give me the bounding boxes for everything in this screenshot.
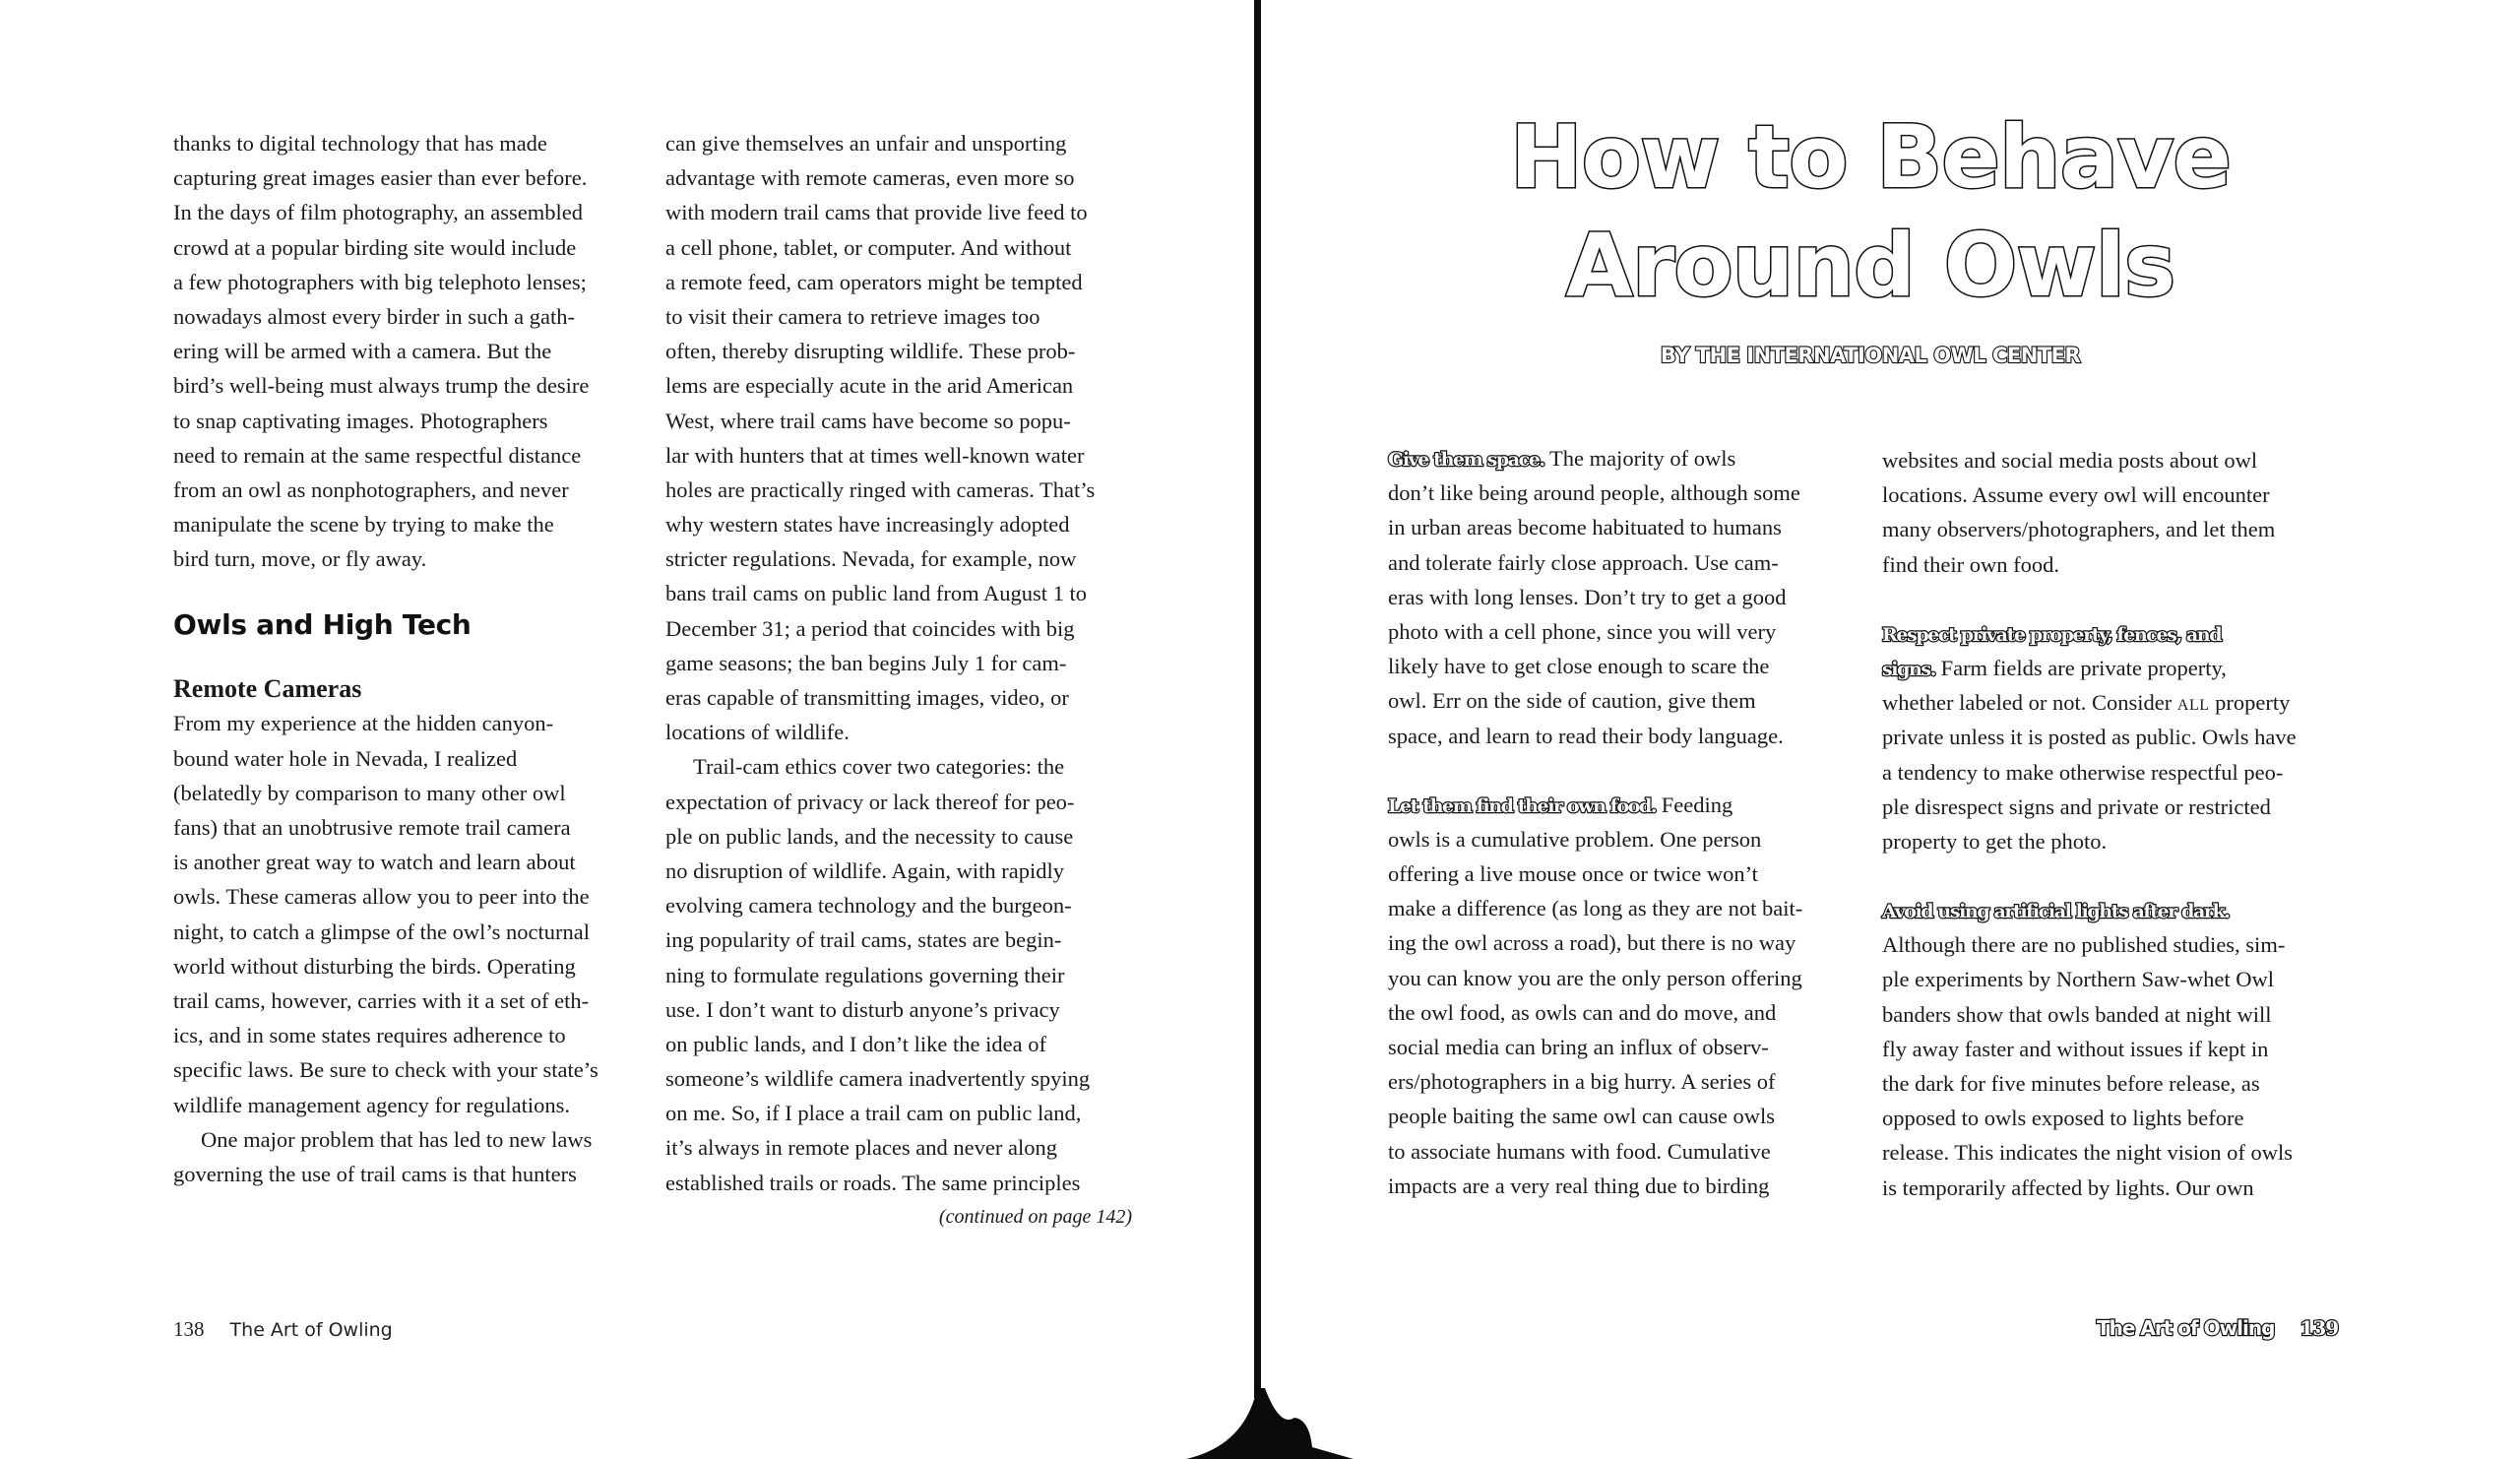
page-number: 139 xyxy=(2300,1316,2339,1340)
text-line: lar with hunters that at times well-known water xyxy=(665,442,1085,468)
text-line: owls is a cumulative problem. One person xyxy=(1388,826,1762,852)
text-line: expectation of privacy or lack thereof for peo- xyxy=(665,789,1075,814)
text-line: banders show that owls banded at night will xyxy=(1882,1001,2272,1027)
tip-respect-property xyxy=(1882,616,2364,858)
text-line: find their own food. xyxy=(1882,551,2059,577)
text-line: impacts are a very real thing due to birding xyxy=(1388,1173,1770,1198)
book-gutter-shadow xyxy=(1254,0,1261,1398)
text-line: ing popularity of trail cams, states are begin- xyxy=(665,927,1062,953)
text-line: nowadays almost every birder in such a gath- xyxy=(173,303,575,329)
text-line: crowd at a popular birding site would include xyxy=(173,234,577,260)
text-line: One major problem that has led to new laws xyxy=(201,1126,593,1152)
text-line: opposed to owls exposed to lights before xyxy=(1882,1106,2244,1131)
text-line: social media can bring an influx of observ- xyxy=(1388,1035,1769,1059)
text-line: specific laws. Be sure to check with your state’s xyxy=(173,1057,598,1083)
section-heading: Owls and High Tech xyxy=(173,608,472,642)
continued-note: (continued on page 142) xyxy=(938,1205,1132,1228)
paragraph xyxy=(173,706,656,1121)
paragraph xyxy=(665,749,1148,1199)
running-title: The Art of Owling xyxy=(2097,1316,2275,1340)
text-line: manipulate the scene by trying to make the xyxy=(173,512,554,538)
byline: BY THE INTERNATIONAL OWL CENTER xyxy=(1660,344,2081,367)
text-line: game seasons; the ban begins July 1 for cam- xyxy=(665,650,1067,675)
text-line: don’t like being around people, although some xyxy=(1388,480,1800,506)
text-line: bound water hole in Nevada, I realized xyxy=(173,745,518,771)
text-line: Although there are no published studies, sim- xyxy=(1882,932,2286,958)
text-line: ing the owl across a road), but there is no way xyxy=(1388,930,1796,956)
tip-let-them-find-food xyxy=(1388,788,1870,1203)
tip-text: Farm fields are private property, xyxy=(1934,655,2227,680)
tip-lead: Let them find their own food. xyxy=(1388,794,1657,817)
text-line: a remote feed, cam operators might be tempted xyxy=(665,269,1083,294)
text-line: can give themselves an unfair and unsporting xyxy=(665,131,1067,156)
text-line: fans) that an unobtrusive remote trail camera xyxy=(173,815,571,840)
text-line: photo with a cell phone, since you will very xyxy=(1388,618,1777,644)
tip-text: The majority of owls xyxy=(1544,446,1736,471)
text-line: governing the use of trail cams is that hunters xyxy=(173,1161,577,1186)
text-line: bird’s well-being must always trump the desire xyxy=(173,373,590,399)
right-column-2 xyxy=(1882,443,2364,1205)
text-line: no disruption of wildlife. Again, with rapidly xyxy=(665,857,1064,883)
text-line: evolving camera technology and the burgeon- xyxy=(665,893,1072,919)
tip-continued-text xyxy=(1882,443,2364,582)
text-line: eras capable of transmitting images, video, or xyxy=(665,685,1069,710)
text-line: ics, and in some states requires adherence to xyxy=(173,1023,566,1048)
paragraph xyxy=(665,126,1148,749)
text-line: the owl food, as owls can and do move, and xyxy=(1388,999,1777,1025)
text-line: and tolerate fairly close approach. Use cam- xyxy=(1388,549,1779,575)
text-line: why western states have increasingly adopted xyxy=(665,512,1070,538)
text-line: make a difference (as long as they are not bait- xyxy=(1388,896,1803,921)
text-line: the dark for five minutes before release, as xyxy=(1882,1071,2260,1096)
gutter-base-shadow xyxy=(1186,1388,1354,1459)
text-line: lems are especially acute in the arid American xyxy=(665,373,1074,399)
text-line: often, thereby disrupting wildlife. These prob- xyxy=(665,339,1076,364)
text-line: on me. So, if I place a trail cam on public land, xyxy=(665,1101,1082,1126)
text-line: space, and learn to read their body language. xyxy=(1388,723,1784,748)
text-line: a few photographers with big telephoto lenses; xyxy=(173,269,587,294)
text-line: private unless it is posted as public. Owls have xyxy=(1882,725,2297,750)
text-line: fly away faster and without issues if kept in xyxy=(1882,1036,2269,1061)
text-line: people baiting the same owl can cause owls xyxy=(1388,1104,1776,1129)
text-line: holes are practically ringed with cameras. That’s xyxy=(665,476,1096,502)
text-line: a cell phone, tablet, or computer. And without xyxy=(665,234,1072,260)
text-line: is temporarily affected by lights. Our own xyxy=(1882,1174,2254,1200)
text-line: in urban areas become habituated to humans xyxy=(1388,515,1782,540)
tip-text: property xyxy=(2209,690,2291,716)
text-line: locations of wildlife. xyxy=(665,720,850,745)
text-line: property to get the photo. xyxy=(1882,828,2108,854)
text-line: ple experiments by Northern Saw-whet Owl xyxy=(1882,967,2275,992)
text-line: release. This indicates the night vision of owls xyxy=(1882,1140,2294,1166)
text-line: to associate humans with food. Cumulative xyxy=(1388,1138,1771,1164)
page-footer-left xyxy=(173,1317,393,1342)
tip-text: Feeding xyxy=(1656,792,1733,817)
left-column-1 xyxy=(173,126,656,1191)
running-title: The Art of Owling xyxy=(229,1319,393,1341)
text-line: wildlife management agency for regulations. xyxy=(173,1092,570,1117)
subsection-heading: Remote Cameras xyxy=(173,674,362,704)
text-line: someone’s wildlife camera inadvertently spying xyxy=(665,1066,1091,1092)
text-line: bans trail cams on public land from August 1 to xyxy=(665,581,1088,606)
article-title-line-2: Around Owls xyxy=(1565,215,2175,316)
text-line: locations. Assume every owl will encounter xyxy=(1882,482,2270,508)
text-line: on public lands, and I don’t like the idea of xyxy=(665,1031,1046,1056)
left-column-2 xyxy=(665,126,1148,1235)
text-line: it’s always in remote places and never along xyxy=(665,1135,1057,1161)
text-line: (belatedly by comparison to many other owl xyxy=(173,780,566,805)
text-line: capturing great images easier than ever before. xyxy=(173,165,588,191)
text-line: is another great way to watch and learn about xyxy=(173,850,576,875)
text-line: thanks to digital technology that has made xyxy=(173,131,547,156)
text-line: advantage with remote cameras, even more so xyxy=(665,165,1075,191)
tip-avoid-lights xyxy=(1882,893,2364,1205)
article-title-line-1: How to Behave xyxy=(1509,106,2232,208)
text-line: from an owl as nonphotographers, and never xyxy=(173,476,569,502)
page-number: 138 xyxy=(173,1317,205,1341)
text-line: ering will be armed with a camera. But the xyxy=(173,339,552,364)
text-line: world without disturbing the birds. Operating xyxy=(173,953,576,979)
text-line: ers/photographers in a big hurry. A series of xyxy=(1388,1069,1776,1095)
text-line: owls. These cameras allow you to peer into the xyxy=(173,884,590,910)
text-line: likely have to get close enough to scare the xyxy=(1388,654,1770,679)
tip-give-them-space xyxy=(1388,441,1870,753)
text-line: December 31; a period that coincides with big xyxy=(665,615,1075,641)
text-line: many observers/photographers, and let them xyxy=(1882,517,2276,542)
text-line: to visit their camera to retrieve images too xyxy=(665,303,1040,329)
text-line: owl. Err on the side of caution, give them xyxy=(1388,688,1756,714)
page-footer-right xyxy=(2097,1316,2338,1340)
paragraph xyxy=(173,1122,656,1191)
text-line: a tendency to make otherwise respectful peo- xyxy=(1882,759,2284,785)
text-line: offering a live mouse once or twice won’t xyxy=(1388,861,1758,887)
text-line: trail cams, however, carries with it a set of eth- xyxy=(173,987,590,1013)
right-column-1 xyxy=(1388,441,1870,1203)
text-line: ple disrespect signs and private or restricted xyxy=(1882,793,2271,819)
text-line: stricter regulations. Nevada, for example, now xyxy=(665,546,1077,572)
text-line: night, to catch a glimpse of the owl’s nocturnal xyxy=(173,919,591,944)
text-line: websites and social media posts about owl xyxy=(1882,448,2258,473)
text-line: In the days of film photography, an assembled xyxy=(173,200,583,225)
text-line: Trail-cam ethics cover two categories: the xyxy=(693,754,1065,780)
text-line: established trails or roads. The same principles xyxy=(665,1170,1081,1195)
tip-lead: Respect private property, fences, and xyxy=(1882,623,2222,646)
text-line: ple on public lands, and the necessity to cause xyxy=(665,823,1074,849)
text-line: From my experience at the hidden canyon- xyxy=(173,711,554,736)
tip-text: whether labeled or not. Consider xyxy=(1882,690,2177,716)
tip-text-emphasis: all xyxy=(2176,690,2210,716)
text-line: use. I don’t want to disturb anyone’s privacy xyxy=(665,996,1060,1022)
tip-lead: Give them space. xyxy=(1388,449,1544,471)
text-line: you can know you are the only person offering xyxy=(1388,965,1802,990)
text-line: bird turn, move, or fly away. xyxy=(173,546,427,572)
tip-lead: Avoid using artificial lights after dark. xyxy=(1882,901,2230,923)
paragraph xyxy=(173,126,656,576)
text-line: ning to formulate regulations governing their xyxy=(665,962,1065,987)
text-line: eras with long lenses. Don’t try to get a good xyxy=(1388,584,1787,609)
text-line: need to remain at the same respectful distance xyxy=(173,442,582,468)
tip-lead: signs. xyxy=(1882,658,1935,680)
text-line: West, where trail cams have become so popu- xyxy=(665,408,1071,433)
text-line: with modern trail cams that provide live feed to xyxy=(665,200,1088,225)
text-line: to snap captivating images. Photographers xyxy=(173,408,548,433)
